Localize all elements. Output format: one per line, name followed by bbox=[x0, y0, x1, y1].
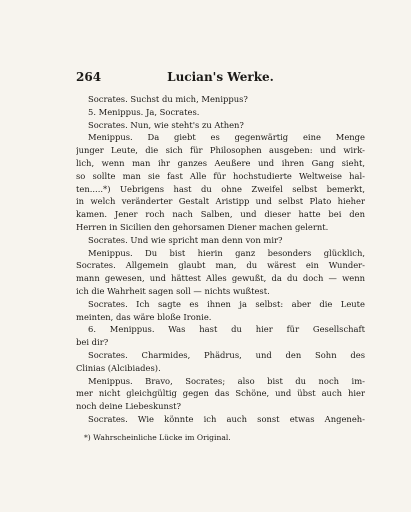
text-line: Clinias (Alcibiades). bbox=[76, 362, 161, 373]
text-line: junger Leute, die sich für Philosophen ausgeben: und wirk- bbox=[76, 145, 365, 156]
text-line: mann gewesen, und hättest Alles gewußt, da du doch — wenn bbox=[76, 273, 365, 284]
page-number: 264 bbox=[76, 70, 102, 84]
text-line: in welch veränderter Gestalt Aristipp und selbst Plato hieher bbox=[76, 196, 365, 207]
text-line: Socrates. Ich sagte es ihnen ja selbst: aber die Leute bbox=[88, 298, 365, 309]
text-line: 5. Menippus. Ja, Socrates. bbox=[88, 106, 200, 117]
text-line: so sollte man sie fast Alle für hochstudierte Weltweise hal- bbox=[76, 170, 365, 181]
body-text bbox=[76, 93, 365, 426]
text-line: Menippus. Du bist hierin ganz besonders glücklich, bbox=[88, 247, 365, 258]
text-line: ich die Wahrheit sagen soll — nichts wußtest. bbox=[76, 285, 270, 296]
text-line: Herren in Sicilien den gehorsamen Diener machen gelernt. bbox=[76, 221, 329, 232]
text-line: Socrates. Und wie spricht man denn von mir? bbox=[88, 234, 283, 245]
text-line: lich, wenn man ihr ganzes Aeußere und ihren Gang sieht, bbox=[76, 157, 365, 168]
text-line: Socrates. Nun, wie steht's zu Athen? bbox=[88, 119, 244, 130]
text-line: Menippus. Da giebt es gegenwärtig eine Menge bbox=[88, 132, 365, 143]
text-line: Socrates. Suchst du mich, Menippus? bbox=[88, 94, 248, 104]
text-line: kamen. Jener roch nach Salben, und dieser hatte bei den bbox=[76, 209, 365, 220]
text-line: bei dir? bbox=[76, 337, 109, 348]
page-header bbox=[76, 70, 365, 86]
footnote: *) Wahrscheinliche Lücke im Original. bbox=[84, 433, 231, 442]
text-line: 6. Menippus. Was hast du hier für Gesellschaft bbox=[88, 324, 365, 335]
text-line: Socrates. Wie könnte ich auch sonst etwas Angeneh- bbox=[88, 413, 365, 424]
text-line: Socrates. Allgemein glaubt man, du wärest ein Wunder- bbox=[76, 260, 365, 271]
text-line: noch deine Liebeskunst? bbox=[76, 401, 182, 412]
text-line: Socrates. Charmides, Phädrus, und den Sohn des bbox=[88, 349, 365, 360]
text-line: ten.....*) Uebrigens hast du ohne Zweifel selbst bemerkt, bbox=[76, 183, 365, 194]
text-line: Menippus. Bravo, Socrates; also bist du noch im- bbox=[88, 375, 365, 386]
text-line: mer nicht gleichgültig gegen das Schöne, und übst auch hier bbox=[76, 388, 365, 399]
running-title: Lucian's Werke. bbox=[167, 70, 274, 84]
text-line: meinten, das wäre bloße Ironie. bbox=[76, 311, 212, 322]
